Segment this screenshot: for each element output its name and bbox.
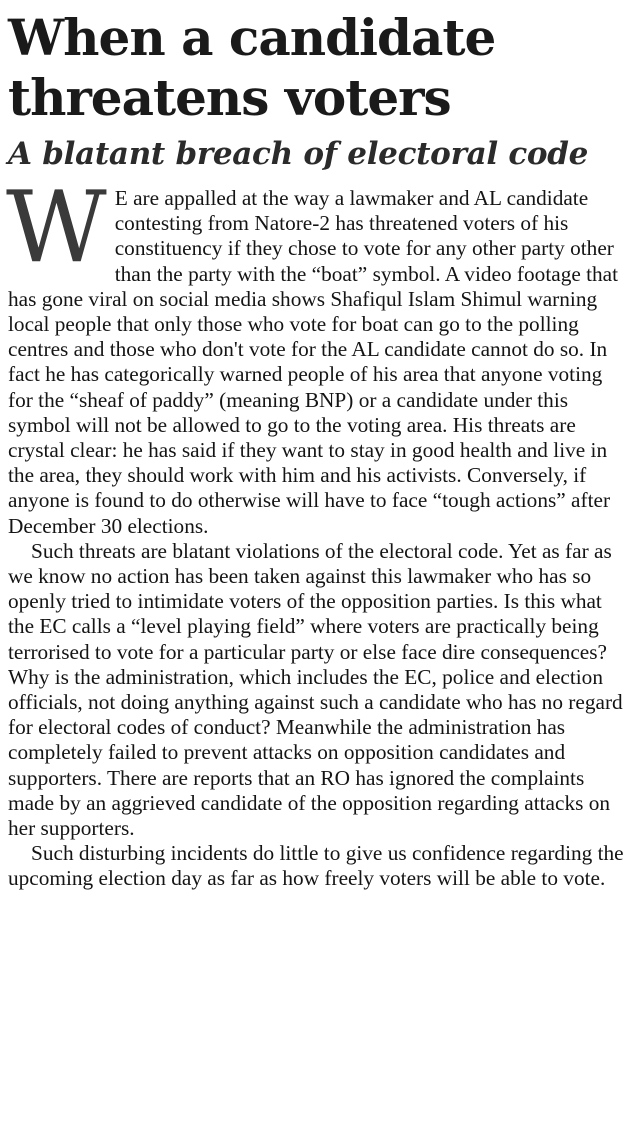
drop-cap: W xyxy=(6,171,107,285)
subheadline: A blatant breach of electoral code xyxy=(8,136,589,172)
paragraph-3: Such disturbing incidents do little to give us confidence regarding the upcoming election day as far as how freely voters will be able to vote. xyxy=(8,841,624,891)
headline: When a candidate threatens voters xyxy=(8,8,496,127)
article-body xyxy=(6,171,630,892)
editorial-article xyxy=(8,8,630,892)
paragraph-2: Such threats are blatant violations of the electoral code. Yet as far as we know no action has been taken against this lawmaker who has so openly tried to intimidate voters of the opposition parties. Is this what the EC calls a “level playing field” where voters are practically being terrorised to vote for a particular party or else face dire consequences? Why is the administration, which includes the EC, police and election officials, not doing anything against such a candidate who has no regard for electoral codes of conduct? Meanwhile the administration has completely failed to prevent attacks on opposition candidates and supporters. There are reports that an RO has ignored the complaints made by an aggrieved candidate of the opposition regarding attacks on her supporters. xyxy=(8,538,623,841)
paragraph-1 xyxy=(6,171,630,539)
paragraph-1-text: E are appalled at the way a lawmaker and AL candidate contesting from Natore-2 has threatened voters of his constituency if they chose to vote for any other party other than the party with the “boat” symbol. A video footage that has gone viral on social media shows Shafiqul Islam Shimul warning local people that only those who vote for boat can go to the polling centres and those who don't vote for the AL candidate cannot do so. In fact he has categorically warned people of his area that anyone voting for the “sheaf of paddy” (meaning BNP) or a candidate under this symbol will not be allowed to go to the voting area. His threats are crystal clear: he has said if they want to stay in good health and live in the area, they should work with him and his activists. Conversely, if anyone is found to do otherwise will have to face “tough actions” after December 30 elections. xyxy=(8,186,619,538)
